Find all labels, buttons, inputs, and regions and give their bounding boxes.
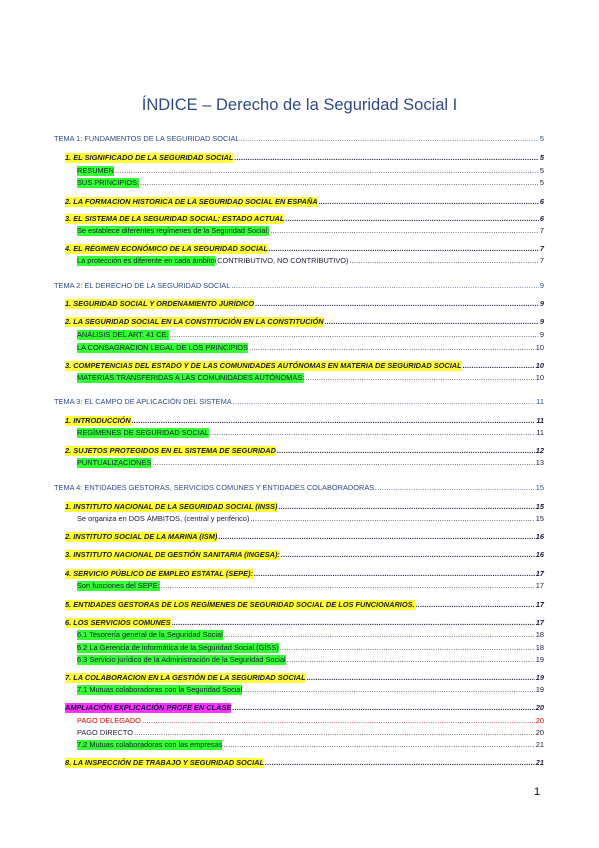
toc-entry-subsection[interactable] (77, 372, 544, 383)
toc-entry-text: 8. LA INSPECCIÓN DE TRABAJO Y SEGURIDAD SOCIAL (65, 758, 265, 767)
toc-entry-text: 2. LA SEGURIDAD SOCIAL EN LA CONSTITUCIÓN EN LA CONSTITUCIÓN (65, 317, 324, 326)
toc-page: 7 (539, 226, 544, 235)
toc-entry-text: 4. EL RÉGIMEN ECONÓMICO DE LA SEGURIDAD SOCIAL (65, 244, 268, 253)
toc-entry-text: LA CONSAGRACION LEGAL DE LOS PRINCIPIOS (77, 343, 248, 352)
toc-entry-text: La protección es diferente en cada ámbito (77, 256, 215, 265)
toc-entry-text: 3. INSTITUTO NACIONAL DE GESTIÓN SANITARIA (INGESA): (65, 550, 280, 559)
toc-page: 12 (535, 446, 544, 455)
toc-entry-text-extra: (CONTRIBUTIVO, NO CONTRIBUTIVO) (214, 256, 349, 265)
toc-entry-section[interactable] (65, 298, 544, 309)
toc-entry-section[interactable] (65, 599, 544, 610)
toc-entry-text: 2. SUJETOS PROTEGIDOS EN EL SISTEMA DE SEGURIDAD (65, 446, 276, 455)
toc-entry-text: 1. SEGURIDAD SOCIAL Y ORDENAMIENTO JURÍDICO (65, 299, 255, 308)
toc-entry-subsection[interactable] (77, 225, 544, 236)
toc-entry-subsection[interactable] (77, 513, 544, 524)
toc-page: 7 (539, 256, 544, 265)
toc-entry-section[interactable] (65, 360, 544, 371)
toc-entry-subsection[interactable] (77, 255, 544, 266)
toc-entry-subsection[interactable] (77, 165, 544, 176)
toc-entry-text: PAGO DELEGADO (77, 716, 141, 725)
toc-entry-tema-3[interactable] (54, 396, 544, 407)
toc-page: 6 (539, 214, 544, 223)
toc-page: 18 (535, 643, 544, 652)
toc-entry-section[interactable] (65, 316, 544, 327)
toc-page: 10 (535, 361, 544, 370)
toc-page: 20 (535, 728, 544, 737)
toc-entry-text: 7. LA COLABORACION EN LA GESTIÓN DE LA SEGURIDAD SOCIAL (65, 673, 306, 682)
toc-page: 13 (535, 458, 544, 467)
toc-entry-subsection[interactable] (77, 580, 544, 591)
toc-page: 9 (539, 317, 544, 326)
toc-entry-tema-2[interactable] (54, 280, 544, 291)
toc-entry-subsection[interactable] (77, 654, 544, 665)
page-title: ÍNDICE – Derecho de la Seguridad Social I (141, 96, 458, 114)
toc-page: 10 (535, 343, 544, 352)
toc-entry-text: TEMA 4: ENTIDADES GESTORAS, SERVICIOS COMUNES Y ENTIDADES COLABORADORAS. (54, 483, 377, 492)
toc-entry-subsection[interactable] (77, 342, 544, 353)
toc-entry-subsection[interactable] (77, 177, 544, 188)
toc-entry-text: 6. LOS SERVICIOS COMUNES (65, 618, 171, 627)
toc-entry-text: 1. INSTITUTO NACIONAL DE LA SEGURIDAD SOCIAL (INSS) (65, 502, 278, 511)
toc-entry-text: ANÁLISIS DEL ART. 41 CE: (77, 330, 169, 339)
toc-entry-section[interactable] (65, 196, 544, 207)
toc-page: 19 (535, 673, 544, 682)
toc-page: 9 (539, 330, 544, 339)
toc-entry-text: 3. EL SISTEMA DE LA SEGURIDAD SOCIAL: ESTADO ACTUAL (65, 214, 285, 223)
toc-page: 9 (539, 281, 544, 290)
toc-entry-text: Se establece diferentes regímenes de la Seguridad Social; (77, 226, 270, 235)
toc-entry-text: 7.2 Mutuas colaboradoras con las empresas (77, 740, 223, 749)
toc-entry-text: MATERIAS TRANSFERIDAS A LAS COMUNIDADES AUTÓNOMAS: (77, 373, 305, 382)
toc-page: 6 (539, 197, 544, 206)
toc-entry-subsection[interactable] (77, 629, 544, 640)
toc-entry-section[interactable] (65, 152, 544, 163)
toc-entry-text: Se organiza en DOS ÁMBITOS, (central y periférico) (77, 514, 250, 523)
toc-page: 20 (535, 703, 544, 712)
toc-entry-section[interactable] (65, 672, 544, 683)
toc-page: 15 (535, 483, 544, 492)
toc-entry-subsection[interactable] (77, 642, 544, 653)
toc-entry-subsection[interactable] (77, 684, 544, 695)
toc-entry-text: TEMA 2: EL DERECHO DE LA SEGURIDAD SOCIAL (54, 281, 231, 290)
toc-page: 19 (535, 685, 544, 694)
toc-entry-text: 4. SERVICIO PÚBLICO DE EMPLEO ESTATAL (SEPE): (65, 569, 253, 578)
toc-page: 5 (539, 134, 544, 143)
toc-page: 11 (536, 397, 544, 406)
toc-entry-text: PUNTUALIZACIONES (77, 458, 152, 467)
toc-entry-text: RESUMEN (77, 166, 114, 175)
toc-entry-text: PAGO DIRECTO (77, 728, 133, 737)
toc-entry-subsection[interactable] (77, 457, 544, 468)
toc-entry-subsection[interactable] (77, 715, 544, 726)
toc-page: 16 (535, 532, 544, 541)
toc-page: 7 (539, 244, 544, 253)
toc-page: 19 (535, 655, 544, 664)
toc-entry-section[interactable] (65, 531, 544, 542)
toc-page: 5 (539, 166, 544, 175)
toc-entry-section[interactable] (65, 757, 544, 768)
toc-entry-tema-1[interactable] (54, 133, 544, 144)
toc-page: 11 (536, 428, 544, 437)
toc-entry-section[interactable] (65, 415, 544, 426)
toc-page: 11 (536, 416, 544, 425)
toc-entry-tema-4[interactable] (54, 482, 544, 493)
toc-entry-text: 2. LA FORMACION HISTORICA DE LA SEGURIDAD SOCIAL EN ESPAÑA (65, 197, 318, 206)
toc-page: 17 (535, 569, 544, 578)
toc-entry-text: 1. INTRODUCCIÓN (65, 416, 131, 425)
toc-entry-text: 7.1 Mutuas colaboradoras con la Seguridad Social (77, 685, 243, 694)
toc-page: 20 (535, 716, 544, 725)
toc-entry-section[interactable] (65, 213, 544, 224)
toc-entry-text: 3. COMPETENCIAS DEL ESTADO Y DE LAS COMUNIDADES AUTÓNOMAS EN MATERIA DE SEGURIDAD SOCIAL (65, 361, 462, 370)
page-number: 1 (534, 786, 541, 798)
toc-entry-section[interactable] (65, 617, 544, 628)
toc-entry-section[interactable] (65, 568, 544, 579)
toc-page: 10 (535, 373, 544, 382)
toc-entry-text: 2. INSTITUTO SOCIAL DE LA MARINA (ISM) (65, 532, 218, 541)
toc-page: 21 (535, 740, 544, 749)
toc-entry-section[interactable] (65, 549, 544, 560)
toc-page: 17 (535, 618, 544, 627)
toc-page: 17 (535, 581, 544, 590)
toc-entry-text: 6.2 La Gerencia de informática de la Seguridad Social (GISS) (77, 643, 279, 652)
toc-entry-text: SUS PRINCIPIOS: (77, 178, 140, 187)
toc-entry-section[interactable] (65, 702, 544, 713)
toc-entry-subsection[interactable] (77, 727, 544, 738)
toc-page: 9 (539, 299, 544, 308)
toc-entry-text: 1. EL SIGNIFICADO DE LA SEGURIDAD SOCIAL (65, 153, 234, 162)
toc-page: 15 (535, 514, 544, 523)
toc-entry-section[interactable] (65, 445, 544, 456)
toc-entry-text: Son funciones del SEPE: (77, 581, 160, 590)
toc-entry-text: 6.1 Tesorería general de la Seguridad Social (77, 630, 223, 639)
toc-entry-subsection[interactable] (77, 329, 544, 340)
toc-entry-text: 5. ENTIDADES GESTORAS DE LOS REGÍMENES DE SEGURIDAD SOCIAL DE LOS FUNCIONARIOS. (65, 600, 415, 609)
toc-entry-text: 6.3 Servicio jurídico de la Administración de la Seguridad Social (77, 655, 286, 664)
toc-page: 5 (539, 178, 544, 187)
toc-page: 21 (535, 758, 544, 767)
toc-entry-subsection[interactable] (77, 427, 544, 438)
toc-entry-text: TEMA 1: FUNDAMENTOS DE LA SEGURIDAD SOCIAL (54, 134, 240, 143)
toc-page: 15 (535, 502, 544, 511)
toc-entry-section[interactable] (65, 243, 544, 254)
toc-entry-subsection[interactable] (77, 739, 544, 750)
toc-entry-text: REGÍMENES DE SEGURIDAD SOCIAL (77, 428, 209, 437)
toc-page: 5 (539, 153, 544, 162)
toc-entry-text: AMPLIACIÓN EXPLICACIÓN PROFE EN CLASE (65, 703, 232, 712)
toc-page: 16 (535, 550, 544, 559)
toc-page: 17 (535, 600, 544, 609)
toc-entry-section[interactable] (65, 501, 544, 512)
toc-page: 18 (535, 630, 544, 639)
toc-entry-text: TEMA 3: EL CAMPO DE APLICACIÓN DEL SISTEMA (54, 397, 232, 406)
